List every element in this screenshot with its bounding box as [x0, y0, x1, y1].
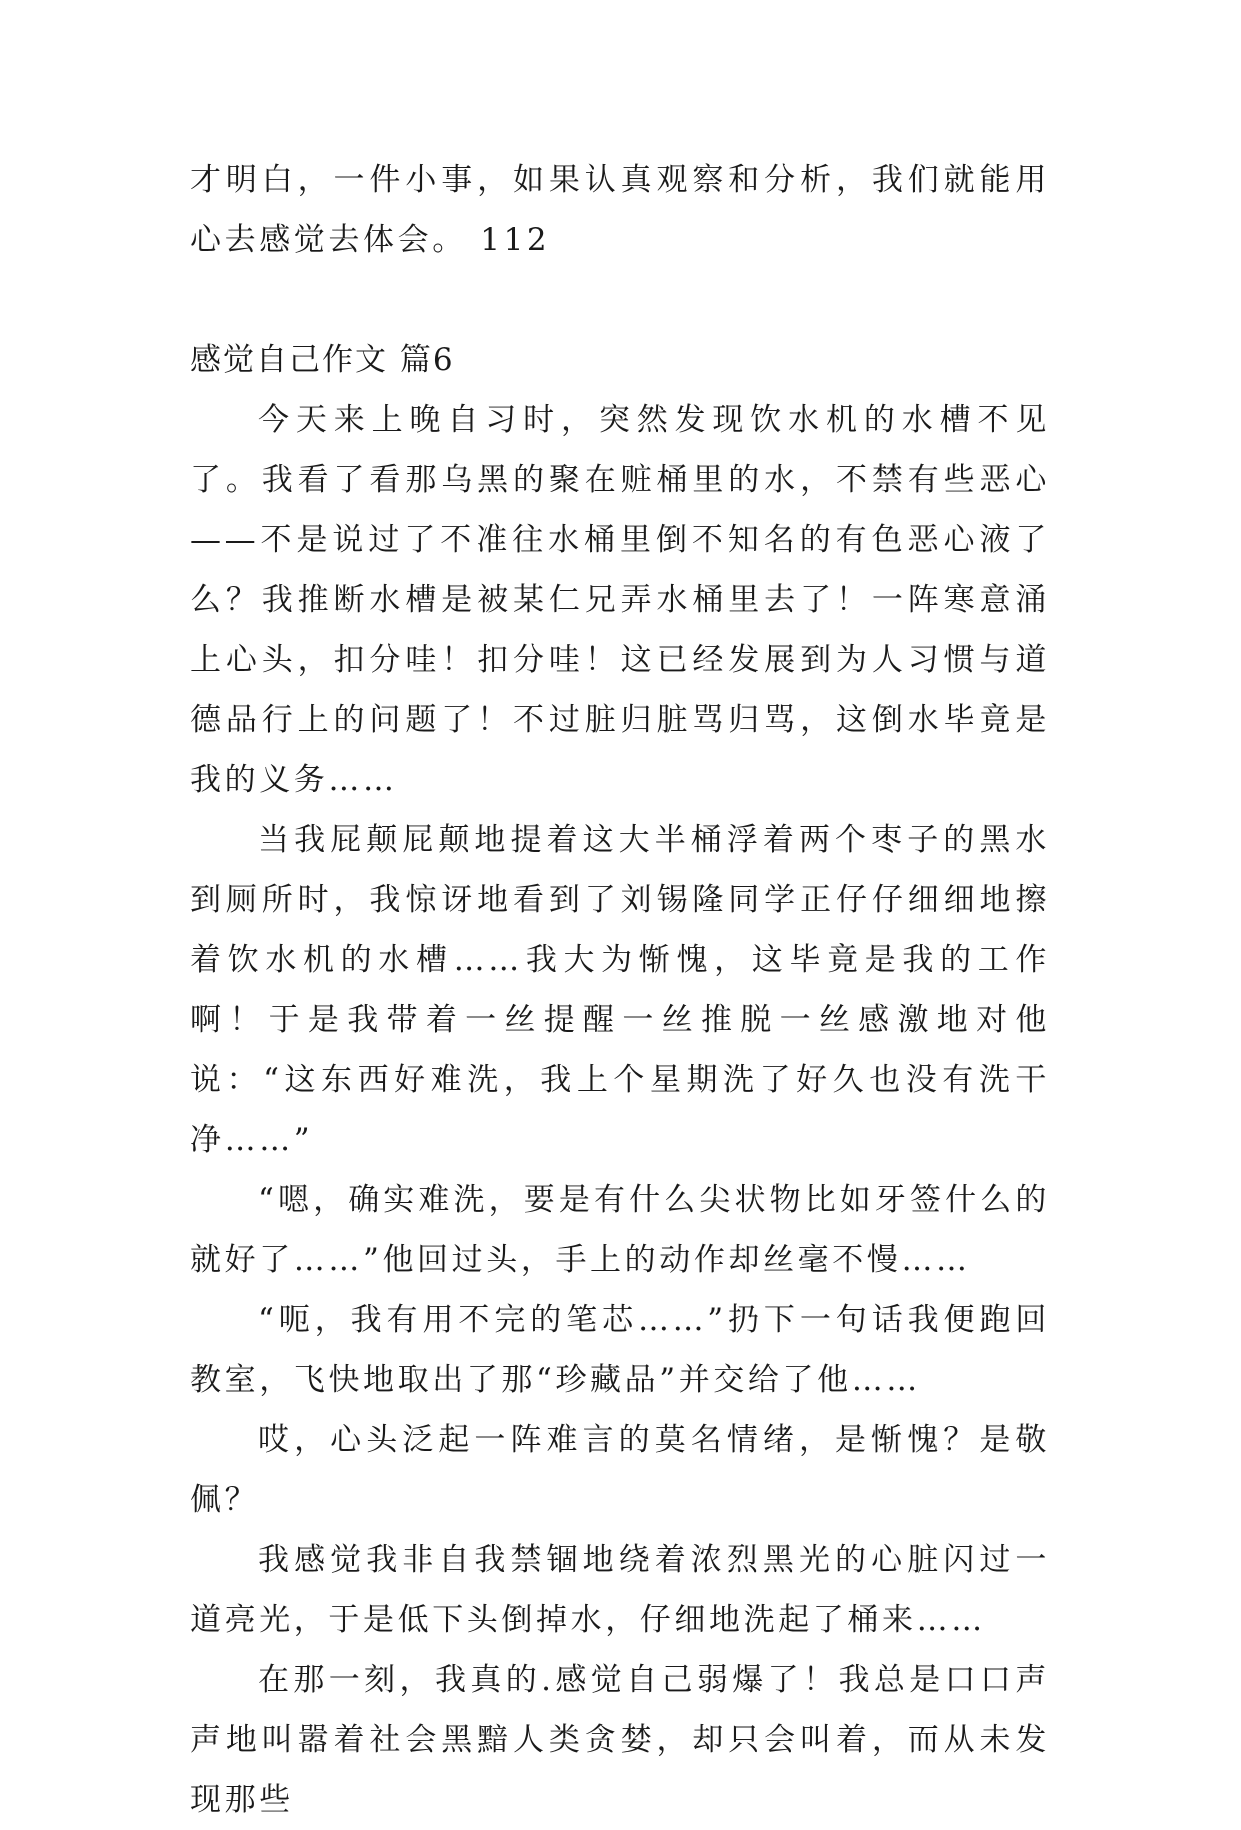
paragraph-3: “嗯，确实难洗，要是有什么尖状物比如牙签什么的就好了……”他回过头，手上的动作却丝毫不慢…… — [190, 1182, 1050, 1278]
paragraph-6: 我感觉我非自我禁锢地绕着浓烈黑光的心脏闪过一道亮光，于是低下头倒掉水，仔细地洗起了桶来…… — [190, 1542, 1050, 1638]
paragraph-2: 当我屁颠屁颠地提着这大半桶浮着两个枣子的黑水到厕所时，我惊讶地看到了刘锡隆同学正仔仔细细地擦着饮水机的水槽……我大为惭愧，这毕竟是我的工作啊！于是我带着一丝提醒一丝推脱一丝感激地对他说：“这东西好难洗，我上个星期洗了好久也没有洗干净……” — [190, 822, 1050, 1158]
document-body — [190, 150, 1050, 1830]
paragraph-7: 在那一刻，我真的.感觉自己弱爆了！我总是口口声声地叫嚣着社会黑黯人类贪婪，却只会叫着，而从未发现那些 — [190, 1662, 1050, 1818]
paragraph-spacer — [190, 270, 1050, 330]
paragraph-5: 哎，心头泛起一阵难言的莫名情绪，是惭愧？是敬佩？ — [190, 1422, 1050, 1518]
paragraph-1: 今天来上晚自习时，突然发现饮水机的水槽不见了。我看了看那乌黑的聚在赃桶里的水，不禁有些恶心——不是说过了不准往水桶里倒不知名的有色恶心液了么？我推断水槽是被某仁兄弄水桶里去了！一阵寒意涌上心头，扣分哇！扣分哇！这已经发展到为人习惯与道德品行上的问题了！不过脏归脏骂归骂，这倒水毕竟是我的义务…… — [190, 402, 1050, 798]
intro-paragraph: 才明白，一件小事，如果认真观察和分析，我们就能用心去感觉去体会。 112 — [190, 162, 1050, 258]
paragraph-4: “呃，我有用不完的笔芯……”扔下一句话我便跑回教室，飞快地取出了那“珍藏品”并交给了他…… — [190, 1302, 1050, 1398]
section-title: 感觉自己作文 篇6 — [190, 342, 455, 378]
